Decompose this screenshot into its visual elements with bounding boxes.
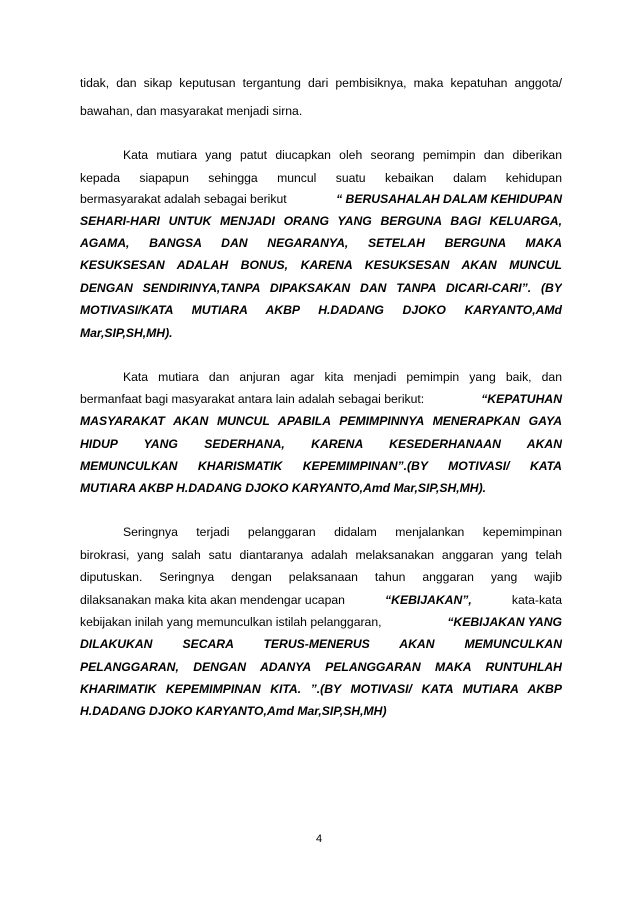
text-line: kepada siapapun sehingga muncul suatu kebaikan dalam kehidupan [80, 171, 562, 185]
text-line [80, 391, 562, 407]
text-line: diputuskan. Seringnya dengan pelaksanaan tahun anggaran yang wajib [80, 570, 562, 584]
text-line: Seringnya terjadi pelanggaran didalam menjalankan kepemimpinan [123, 525, 562, 539]
quote-text: “KEPATUHAN [481, 392, 562, 406]
text-line [80, 592, 562, 608]
quote-line: MOTIVASI/KATA MUTIARA AKBP H.DADANG DJOKO KARYANTO,AMd [80, 303, 562, 317]
text-span: bermanfaat bagi masyarakat antara lain adalah sebagai berikut: [80, 392, 425, 406]
quote-line: KESUKSESAN ADALAH BONUS, KARENA KESUKSESAN AKAN MUNCUL [80, 258, 562, 272]
quote-text: “KEBIJAKAN YANG [447, 615, 562, 629]
page-number: 4 [315, 833, 323, 845]
quote-line: KHARIMATIK KEPEMIMPINAN KITA. ”.(BY MOTIVASI/ KATA MUTIARA AKBP [80, 682, 562, 696]
text-line: Kata mutiara dan anjuran agar kita menjadi pemimpin yang baik, dan [123, 370, 562, 384]
quote-line: HIDUP YANG SEDERHANA, KARENA KESEDERHANAAN AKAN [80, 437, 562, 451]
quote-line: MASYARAKAT AKAN MUNCUL APABILA PEMIMPINNYA MENERAPKAN GAYA [80, 414, 562, 428]
text-line [80, 614, 562, 630]
text-span: bermasyarakat adalah sebagai berikut [80, 192, 287, 206]
quote-line: SEHARI-HARI UNTUK MENJADI ORANG YANG BERGUNA BAGI KELUARGA, [80, 214, 562, 228]
text-span: dilaksanakan maka kita akan mendengar ucapan [80, 593, 345, 607]
text-line [80, 191, 562, 207]
text-line: bawahan, dan masyarakat menjadi sirna. [80, 104, 303, 118]
text-span: kebijakan inilah yang memunculkan istilah pelanggaran, [80, 615, 382, 629]
quote-line: MUTIARA AKBP H.DADANG DJOKO KARYANTO,Amd Mar,SIP,SH,MH). [80, 481, 487, 495]
quote-line: Mar,SIP,SH,MH). [80, 326, 173, 340]
quote-line: H.DADANG DJOKO KARYANTO,Amd Mar,SIP,SH,MH) [80, 704, 387, 718]
quote-text: “ BERUSAHALAH DALAM KEHIDUPAN [336, 192, 562, 206]
text-line: birokrasi, yang salah satu diantaranya adalah melaksanakan anggaran yang telah [80, 548, 562, 562]
quote-line: DILAKUKAN SECARA TERUS-MENERUS AKAN MEMUNCULKAN [80, 637, 562, 651]
quote-line: PELANGGARAN, DENGAN ADANYA PELANGGARAN MAKA RUNTUHLAH [80, 660, 562, 674]
text-span: kata-kata [511, 593, 562, 607]
quote-line: DENGAN SENDIRINYA,TANPA DIPAKSAKAN DAN TANPA DICARI-CARI”. (BY [80, 281, 562, 295]
quote-line: AGAMA, BANGSA DAN NEGARANYA, SETELAH BERGUNA MAKA [80, 236, 562, 250]
quote-text: “KEBIJAKAN”, [385, 593, 472, 607]
text-line: tidak, dan sikap keputusan tergantung dari pembisiknya, maka kepatuhan anggota/ [80, 76, 562, 90]
quote-line: MEMUNCULKAN KHARISMATIK KEPEMIMPINAN”.(BY MOTIVASI/ KATA [80, 459, 562, 473]
text-line: Kata mutiara yang patut diucapkan oleh seorang pemimpin dan diberikan [123, 148, 562, 162]
